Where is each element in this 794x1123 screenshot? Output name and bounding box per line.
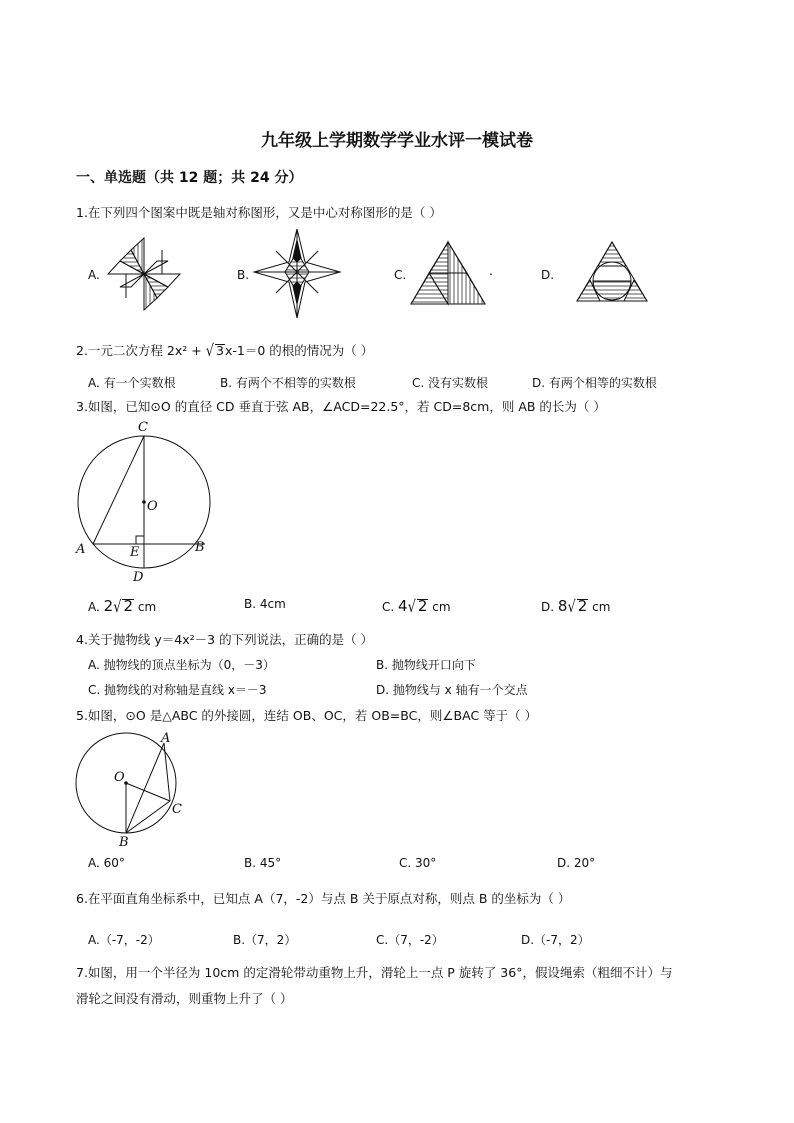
q5-label-c: C [172,802,182,817]
q3-option-a-coef: 2 [103,597,114,615]
q2-stem-end: x-1＝0 的根的情况为（ ） [224,343,374,358]
q5-option-b: B. 45° [244,856,282,870]
q1-option-d: D. [541,268,555,282]
q4-option-a: A. 抛物线的顶点坐标为（0，－3） [88,658,275,672]
q5-label-b: B [119,835,129,850]
q2-radical: √ 3 [205,342,224,361]
q5-segment-oc [126,783,170,801]
q1-option-a: A. [88,268,100,282]
q5-label-o: O [114,770,125,785]
q3-option-d-radicand: 2 [577,597,588,615]
q7-stem-line1: 7.如图，用一个半径为 10cm 的定滑轮带动重物上升，滑轮上一点 P 旋转了 36°，假设绳索（粗细不计）与 [76,965,673,980]
q1-option-b: B. [237,268,250,282]
q3-label-d: D [133,570,144,585]
exam-title: 九年级上学期数学学业水评一模试卷 [261,131,533,151]
q3-option-c-coef: 4 [398,597,408,615]
q2-stem-start: 2.一元二次方程 2x² + [76,343,202,358]
q3-option-c-letter: C. [382,600,395,614]
q5-label-a: A [161,731,171,746]
q3-label-o: O [147,499,158,514]
q6-option-c: C.（7，-2） [376,933,444,947]
q3-label-e: E [130,545,140,560]
q3-label-b: B [195,540,205,555]
q5-option-d: D. 20° [557,856,596,870]
q5-option-c: C. 30° [399,856,437,870]
q3-option-d: D. 8√ 2 cm [541,597,611,617]
q5-center-point [124,781,128,785]
q1-stem: 1.在下列四个图案中既是轴对称图形，又是中心对称图形的是（ ） [76,205,442,220]
q3-option-c: C. 4√ 2 cm [382,597,451,617]
q2-option-c: C. 没有实数根 [412,376,489,390]
q3-option-b-text: 4cm [259,597,286,611]
q5-segment-ac [164,743,170,801]
q6-stem: 6.在平面直角坐标系中，已知点 A（7，-2）与点 B 关于原点对称，则点 B 的坐标为（ ） [76,891,571,906]
q7-stem-line2: 滑轮之间没有滑动，则重物上升了（ ） [76,991,293,1006]
q3-option-b-letter: B. [244,597,257,611]
q3-stem: 3.如图，已知⊙O 的直径 CD 垂直于弦 AB，∠ACD=22.5°，若 CD=8cm，则 AB 的长为（ ） [76,399,606,414]
q2-option-b: B. 有两个不相等的实数根 [220,376,356,390]
q1-option-c-dot: . [489,264,493,278]
q5-stem: 5.如图，⊙O 是△ABC 的外接圆，连结 OB、OC，若 OB=BC，则∠BAC 等于（ ） [76,708,538,723]
q3-option-d-unit: cm [592,600,611,614]
q3-label-a: A [76,542,86,557]
q6-option-a: A.（-7，-2） [88,933,160,947]
q3-option-a-unit: cm [137,600,157,614]
q3-option-a-letter: A. [88,600,100,614]
q4-option-b: B. 抛物线开口向下 [376,658,476,672]
q6-option-d: D.（-7，2） [521,933,590,947]
section-heading: 一、单选题（共 12 题；共 24 分） [76,170,303,186]
q3-option-d-coef: 8 [557,597,568,615]
q4-option-c: C. 抛物线的对称轴是直线 x＝－3 [88,683,267,697]
q6-option-b: B.（7，2） [233,933,297,947]
q4-option-d: D. 抛物线与 x 轴有一个交点 [376,683,528,697]
q4-stem: 4.关于抛物线 y＝4x²－3 的下列说法，正确的是（ ） [76,632,374,647]
q3-option-d-letter: D. [541,600,555,614]
q1-option-c: C. [394,268,407,282]
q2-option-d: D. 有两个相等的实数根 [532,376,657,390]
q3-option-c-unit: cm [432,600,451,614]
q2-option-a: A. 有一个实数根 [88,376,176,390]
q2-radicand: 3 [216,343,224,358]
q3-option-a-radicand: 2 [123,597,134,615]
q3-option-c-radicand: 2 [417,597,428,615]
q3-label-c: C [138,420,148,435]
q5-option-a: A. 60° [88,856,125,870]
q3-option-a: A. 2√ 2 cm [88,597,157,617]
